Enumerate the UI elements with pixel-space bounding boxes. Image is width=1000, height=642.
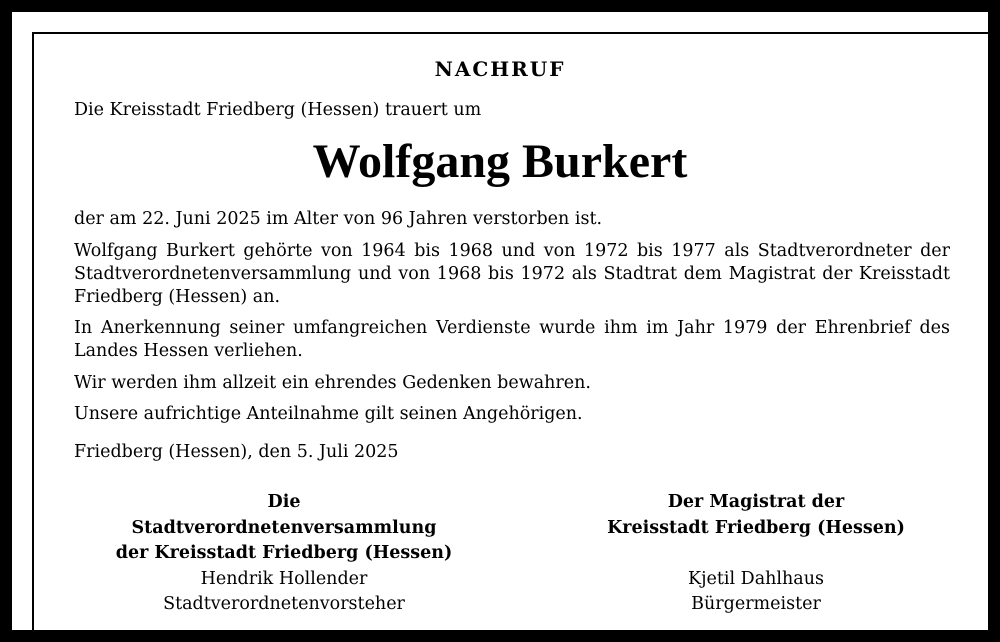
signature-person: Hendrik Hollender bbox=[200, 568, 368, 589]
signature-title: Bürgermeister bbox=[691, 594, 821, 614]
paragraph: der am 22. Juni 2025 im Alter von 96 Jahren verstorben ist. bbox=[74, 209, 603, 229]
notice-body bbox=[74, 208, 950, 435]
signature-org-line: Stadtverordnetenversammlung bbox=[131, 517, 437, 538]
paragraph: In Anerkennung seiner umfangreichen Verdienste wurde ihm im Jahr 1979 der Ehrenbrief des Landes Hessen verliehen. bbox=[74, 318, 950, 361]
signature-title: Stadtverordnetenvorsteher bbox=[163, 594, 405, 614]
signature-left bbox=[74, 490, 494, 618]
intro-text: Die Kreisstadt Friedberg (Hessen) trauert um bbox=[74, 100, 482, 120]
deceased-name: Wolfgang Burkert bbox=[312, 135, 688, 188]
spacer bbox=[550, 541, 962, 567]
notice-heading: NACHRUF bbox=[434, 57, 566, 81]
signature-right bbox=[550, 490, 962, 618]
paragraph: Wir werden ihm allzeit ein ehrendes Gedenken bewahren. bbox=[74, 372, 591, 393]
signature-org-line: der Kreisstadt Friedberg (Hessen) bbox=[115, 543, 453, 563]
signature-person: Kjetil Dahlhaus bbox=[688, 568, 824, 589]
signature-org-line: Die bbox=[267, 492, 301, 512]
signature-org-line: Kreisstadt Friedberg (Hessen) bbox=[607, 517, 905, 538]
place-date: Friedberg (Hessen), den 5. Juli 2025 bbox=[74, 442, 399, 462]
paragraph: Unsere aufrichtige Anteilnahme gilt seinen Angehörigen. bbox=[74, 404, 583, 424]
signature-org-line: Der Magistrat der bbox=[667, 492, 845, 512]
paragraph: Wolfgang Burkert gehörte von 1964 bis 1968 und von 1972 bis 1977 als Stadtverordneter der Stadtverordnetenversammlung und von 1968 bis 1972 als Stadtrat dem Magistrat der Kreisstadt Friedberg (Hessen) an. bbox=[74, 240, 950, 307]
